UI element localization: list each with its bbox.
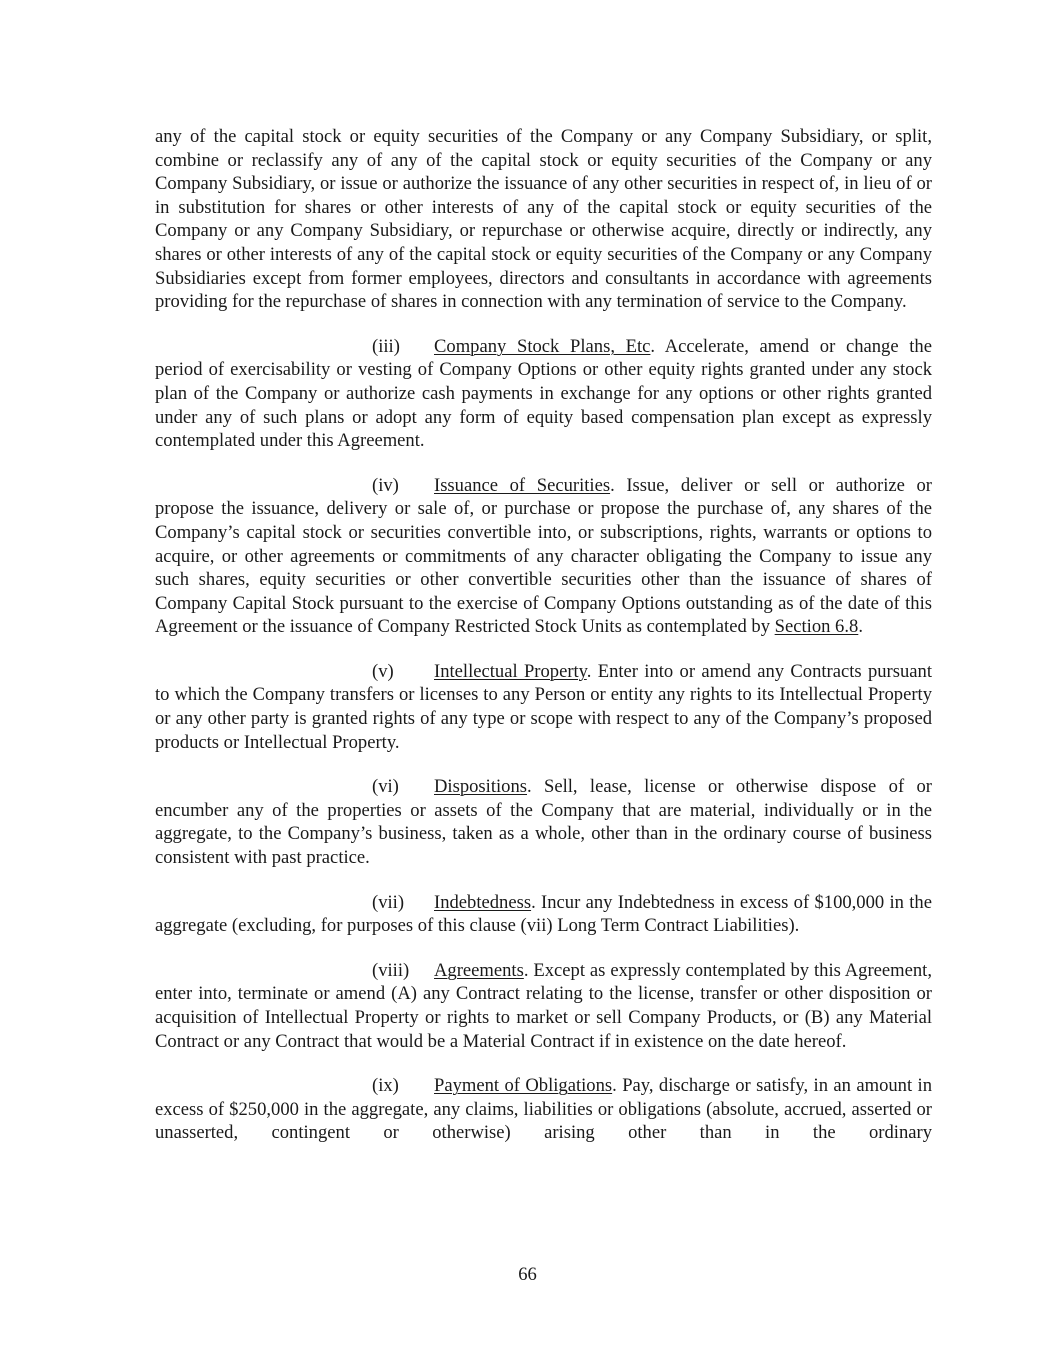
clause-viii: [155, 959, 932, 1053]
clause-heading: Intellectual Property: [434, 660, 587, 682]
clause-number: (vii): [372, 891, 405, 913]
clause-ix: [155, 1074, 932, 1145]
paragraph-spacer: [155, 754, 932, 775]
clause-number: (iv): [372, 474, 399, 496]
clause-vi: [155, 775, 932, 869]
paragraph-spacer: [155, 453, 932, 474]
clause-number: (ix): [372, 1075, 399, 1097]
clause-body: . Sell, lease, license or otherwise dispose of or encumber any of the properties or assets of the Company that are material, individually or in the aggregate, to the Company’s business, taken as a whole, other than in the ordinary course of business consistent with past practice.: [155, 776, 932, 869]
clause-body: . Except as expressly contemplated by this Agreement, enter into, terminate or amend (A) any Contract relating to the license, transfer or other disposition or acquisition of Intellectual Property or rights to market or sell Company Products, or (B) any Material Contract or any Contract that would be a Material Contract if in existence on the date hereof.: [155, 959, 932, 1052]
document-page: [155, 125, 932, 1145]
page-number: 66: [518, 1264, 537, 1285]
paragraph-spacer: [155, 938, 932, 959]
clause-body: . Issue, deliver or sell or authorize or propose the issuance, delivery or sale of, or purchase or propose the purchase of, any shares of the Company’s capital stock or securities convertible into, or subscriptions, rights, warrants or options to acquire, or other agreements or commitments of any character obligating the Company to issue any such shares, equity securities or other convertible securities other than the issuance of shares of Company Capital Stock pursuant to the exercise of Company Options outstanding as of the date of this Agreement or the issuance of Company Restricted Stock Units as contemplated by: [155, 474, 933, 638]
continuation-paragraph: any of the capital stock or equity securities of the Company or any Company Subsidiary, or split, combine or reclassify any of any of the capital stock or equity securities of the Company or any Company Subsidiary, or issue or authorize the issuance of any other securities in respect of, in lieu of or in substitution for shares or other interests of any of the capital stock or equity securities of the Company or any Company Subsidiary, or repurchase or otherwise acquire, directly or indirectly, any shares or other interests of any of the capital stock or equity securities of the Company or any Company Subsidiaries except from former employees, directors and consultants in accordance with agreements providing for the repurchase of shares in connection with any termination of service to the Company.: [155, 126, 932, 313]
clause-v: [155, 660, 932, 754]
clause-heading: Indebtedness: [434, 891, 532, 913]
paragraph-spacer: [155, 870, 932, 891]
clause-number: (viii): [372, 959, 410, 981]
clause-heading: Company Stock Plans, Etc: [434, 335, 651, 357]
paragraph-spacer: [155, 314, 932, 335]
section-cross-reference-link[interactable]: Section 6.8: [774, 616, 859, 638]
clause-number: (vi): [372, 776, 399, 798]
clause-number: (iii): [372, 335, 400, 357]
clause-heading: Issuance of Securities: [434, 474, 611, 496]
paragraph-spacer: [155, 639, 932, 660]
clause-body-end: .: [858, 616, 863, 638]
paragraph-spacer: [155, 1053, 932, 1074]
clause-number: (v): [372, 660, 394, 682]
clause-heading: Dispositions: [434, 776, 527, 798]
clause-vii: [155, 891, 932, 938]
clause-body: . Accelerate, amend or change the period of exercisability or vesting of Company Options or other equity rights granted under any stock plan of the Company or authorize cash payments in exchange for any options or other rights granted under any of such plans or adopt any form of equity based compensation plan except as expressly contemplated under this Agreement.: [155, 335, 932, 452]
clause-iv: [155, 474, 932, 639]
clause-iii: [155, 335, 932, 453]
clause-body: . Incur any Indebtedness in excess of $100,000 in the aggregate (excluding, for purposes of this clause (vii) Long Term Contract Liabilities).: [155, 891, 932, 937]
clause-heading: Payment of Obligations: [434, 1075, 613, 1097]
clause-heading: Agreements: [434, 959, 524, 981]
clause-body: . Pay, discharge or satisfy, in an amount in excess of $250,000 in the aggregate, any claims, liabilities or obligations (absolute, accrued, asserted or unasserted, contingent or otherwise) arising other than in the ordinary: [155, 1075, 932, 1144]
clause-body: . Enter into or amend any Contracts pursuant to which the Company transfers or licenses to any Person or entity any rights to its Intellectual Property or any other party is granted rights of any type or scope with respect to any of the Company’s proposed products or Intellectual Property.: [155, 660, 932, 753]
